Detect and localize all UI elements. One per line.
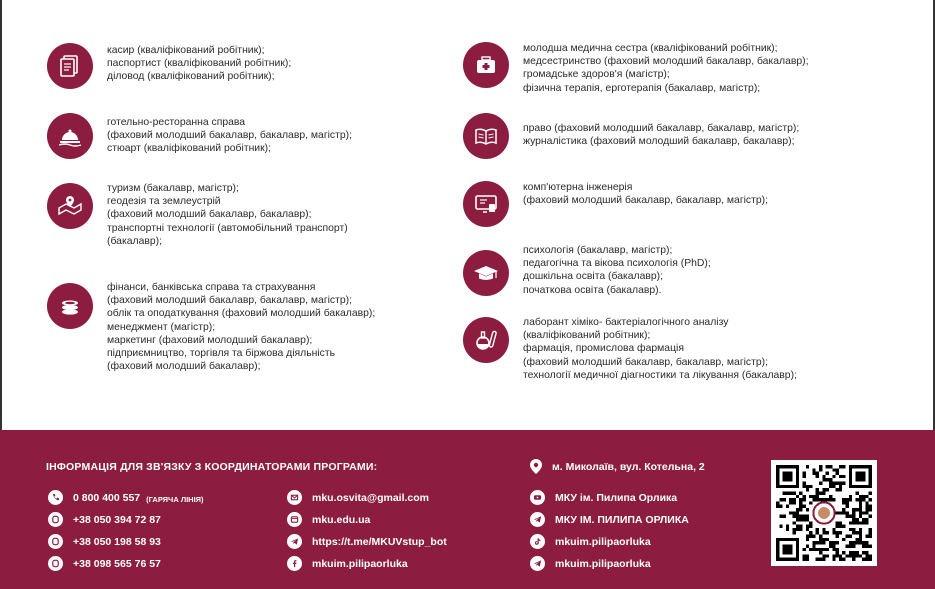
program-line: журналістика (фаховий молодший бакалавр, бакалавр); <box>523 136 795 148</box>
tiktok-text: mkuim.pilipaorluka <box>555 535 651 548</box>
program-group-medical <box>463 42 809 95</box>
hotline-note: (ГАРЯЧА ЛІНІЯ) <box>146 495 204 504</box>
program-line: касир (кваліфікований робітник); <box>107 45 265 56</box>
program-line: геодезія та землеустрій <box>107 196 221 208</box>
tiktok-icon <box>530 534 545 549</box>
program-line: транспортні технології (автомобільний транспорт) <box>107 222 348 234</box>
graduation-cap-icon <box>463 250 509 296</box>
website-text: mku.edu.ua <box>312 513 371 526</box>
book-icon <box>463 113 509 159</box>
telegram-channel-link[interactable] <box>530 512 689 527</box>
phone-number: +38 098 565 76 57 <box>73 557 161 570</box>
cloche-icon <box>47 113 93 159</box>
email-link[interactable] <box>287 490 429 505</box>
facebook-text: mkuim.pilipaorluka <box>312 557 408 570</box>
website-link[interactable] <box>287 512 370 527</box>
phone-2[interactable] <box>48 534 161 549</box>
program-group-finance <box>47 281 375 373</box>
program-line: паспортист (кваліфікований робітник); <box>107 58 292 70</box>
phone-number: +38 050 394 72 87 <box>73 513 161 526</box>
tiktok-link[interactable] <box>530 534 651 549</box>
address <box>530 459 705 474</box>
viber-icon <box>48 534 63 549</box>
telegram-bot-text: https://t.me/MKUVstup_bot <box>312 535 447 548</box>
program-line: (фаховий молодший бакалавр); <box>107 361 261 373</box>
computer-icon <box>463 181 509 227</box>
youtube-text: МКУ ім. Пилипа Орлика <box>555 491 678 504</box>
viber-icon <box>48 512 63 527</box>
program-line: підприємництво, торгівля та біржова діяльність <box>107 348 336 360</box>
map-pin-icon <box>47 183 93 229</box>
program-group-pharmacy <box>463 316 797 382</box>
program-line: (фаховий молодший бакалавр, бакалавр, магістр); <box>107 295 352 307</box>
program-line: (фаховий молодший бакалавр, бакалавр, магістр); <box>523 356 768 368</box>
program-line: психологія (бакалавр, магістр); <box>523 245 673 256</box>
phone-number: +38 050 198 58 93 <box>73 535 161 548</box>
telegram-profile-link[interactable] <box>530 556 651 571</box>
program-group-clerical <box>47 43 291 89</box>
qr-code[interactable] <box>771 460 877 566</box>
address-text: м. Миколаїв, вул. Котельна, 2 <box>552 460 705 473</box>
program-line: фармація, промислова фармація <box>523 343 684 355</box>
telegram-channel-text: МКУ ІМ. ПИЛИПА ОРЛИКА <box>555 513 689 526</box>
program-line: (кваліфікований робітник); <box>523 330 651 342</box>
program-line: технології медичної діагностики та лікування (бакалавр); <box>523 369 797 381</box>
program-line: фінанси, банківська справа та страхування <box>107 282 316 293</box>
footer-title: ІНФОРМАЦІЯ ДЛЯ ЗВ'ЯЗКУ З КООРДИНАТОРАМИ ПРОГРАМИ: <box>46 461 378 473</box>
contact-footer <box>0 430 935 589</box>
program-group-computer <box>463 181 768 227</box>
hotline-phone[interactable] <box>48 490 204 505</box>
program-line: початкова освіта (бакалавр). <box>523 284 662 296</box>
program-line: комп'ютерна інженерія <box>523 182 633 193</box>
program-line: фізична терапія, ерготерапія (бакалавр, магістр); <box>523 82 761 94</box>
email-icon <box>287 490 302 505</box>
program-line: готельно-ресторанна справа <box>107 117 246 128</box>
telegram-profile-text: mkuim.pilipaorluka <box>555 557 651 570</box>
youtube-icon <box>530 490 545 505</box>
program-line: (фаховий молодший бакалавр, бакалавр, магістр); <box>107 130 352 142</box>
facebook-link[interactable] <box>287 556 408 571</box>
facebook-icon <box>287 556 302 571</box>
flask-icon <box>463 317 509 363</box>
phone-icon <box>48 490 63 505</box>
documents-icon <box>47 43 93 89</box>
program-group-tourism <box>47 183 348 248</box>
program-line: туризм (бакалавр, магістр); <box>107 183 239 194</box>
program-group-education <box>463 244 711 297</box>
location-pin-icon <box>530 459 542 474</box>
telegram-icon <box>530 512 545 527</box>
program-line: (бакалавр); <box>107 235 162 247</box>
program-line: облік та оподаткування (фаховий молодший бакалавр); <box>107 308 376 320</box>
hotline-number: 0 800 400 557 <box>73 491 141 504</box>
program-line: (фаховий молодший бакалавр, бакалавр, магістр); <box>523 195 768 207</box>
program-line: маркетинг (фаховий молодший бакалавр); <box>107 334 313 346</box>
web-icon <box>287 512 302 527</box>
program-line: менеджмент (магістр); <box>107 321 216 333</box>
coins-icon <box>47 283 93 329</box>
program-line: молодша медична сестра (кваліфікований робітник); <box>523 43 778 54</box>
youtube-link[interactable] <box>530 490 677 505</box>
program-group-law <box>463 113 799 159</box>
phone-1[interactable] <box>48 512 161 527</box>
phone-3[interactable] <box>48 556 161 571</box>
program-line: педагогічна та вікова психологія (PhD); <box>523 258 711 270</box>
program-line: медсестринство (фаховий молодший бакалавр, бакалавр); <box>523 56 809 68</box>
telegram-bot-link[interactable] <box>287 534 447 549</box>
program-line: дошкільна освіта (бакалавр); <box>523 271 664 283</box>
program-line: діловод (кваліфікований робітник); <box>107 71 275 83</box>
email-text: mku.osvita@gmail.com <box>312 491 430 504</box>
program-line: стюарт (кваліфікований робітник); <box>107 143 272 155</box>
program-group-hospitality <box>47 113 352 159</box>
program-line: громадське здоров'я (магістр); <box>523 69 670 81</box>
telegram-icon <box>530 556 545 571</box>
program-line: (фаховий молодший бакалавр, бакалавр); <box>107 209 312 221</box>
telegram-icon <box>287 534 302 549</box>
medical-kit-icon <box>463 42 509 88</box>
viber-icon <box>48 556 63 571</box>
program-line: лаборант хіміко- бактеріалогічного аналізу <box>523 317 729 328</box>
program-line: право (фаховий молодший бакалавр, бакалавр, магістр); <box>523 123 800 134</box>
